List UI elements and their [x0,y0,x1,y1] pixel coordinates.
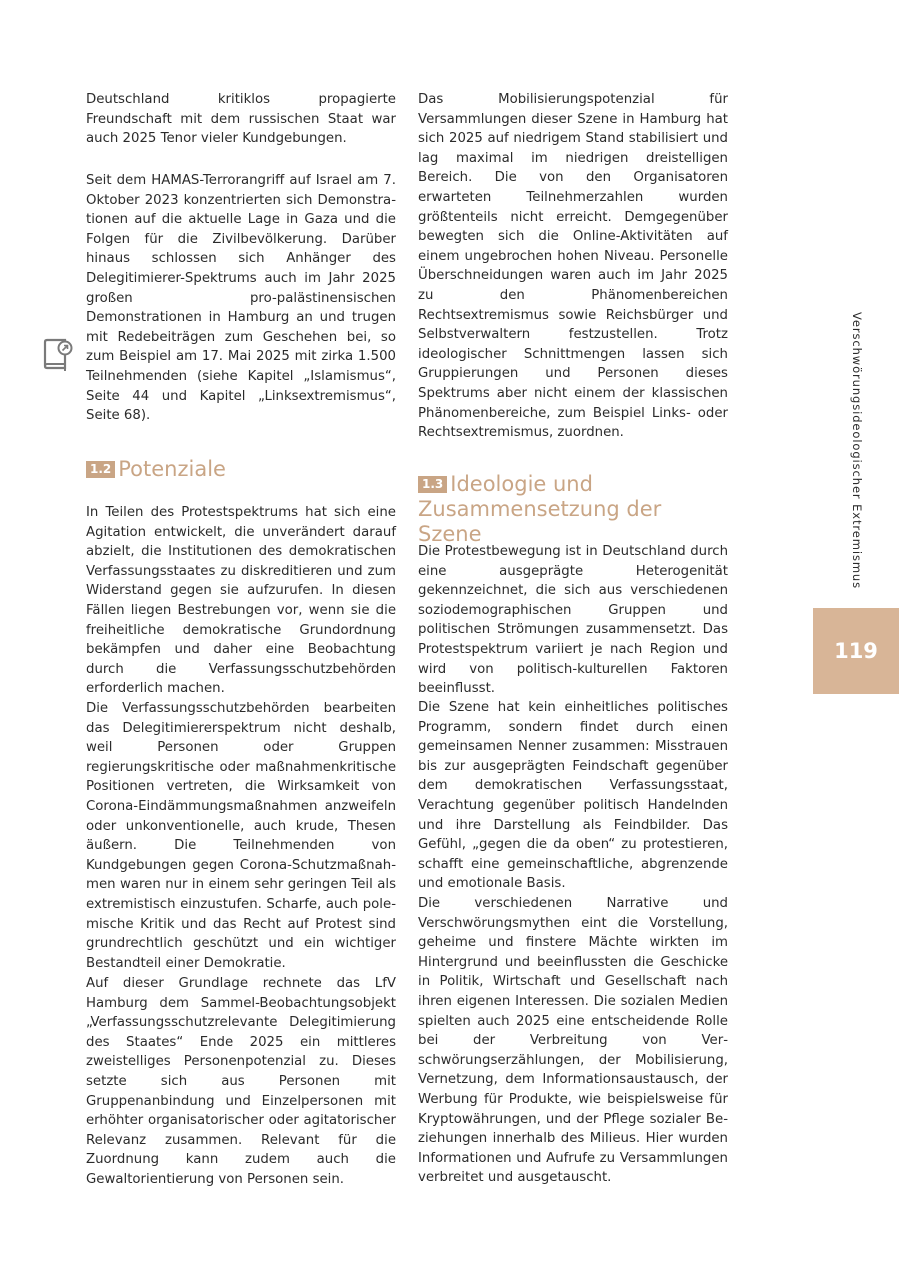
chapter-title-vertical: Verschwörungsideologischer Extremismus [850,312,864,590]
page-number-box [813,608,899,694]
section-title-line-2: Zusammensetzung der Szene [418,497,662,546]
left-paragraph-1: Deutschland kritiklos propagierte Freundschaft mit dem russischen Staat war auch 2025 Tenor vieler Kundgebungen. [86,92,396,147]
section-number-badge: 1.2 [86,461,115,478]
right-paragraph-3: Die Szene hat kein einheitliches politisches Programm, sondern findet durch einen gemeinsamen Nenner zusammen: Misstrauen bis zur ausgeprägten Feindschaft gegenüber dem demokratischen Verfassungsstaat, Verachtung gegenüber politisch Handelnden und ihre Darstellung als Feindbilder. Das Gefühl, „gegen die da oben“ zu protestieren, schafft eine gemeinschaftliche, abgrenzende und emotionale Basis. [418,700,728,892]
right-paragraph-4: Die verschiedenen Narrative und Verschwörungsmythen eint die Vorstellung, geheime und finstere Mächte wirkten im Hintergrund und beeinflussten die Geschicke in Politik, Wirtschaft und Gesellschaft nach ihren eigenen Interessen. Die sozialen Medien spielten auch 2025 eine entscheidende Rolle bei der Verbreitung von Verschwörungserzählungen, der Mobilisierung, Vernetzung, dem Informationsaustausch, der Werbung für Produkte, wie beispielsweise für Kryptowährungen, und der Pflege sozialer Beziehungen innerhalb des Milieus. Hier wurden Informationen und Aufrufe zu Versammlungen verbreitet und ausgetauscht. [418,896,728,1186]
book-link-icon [40,337,74,373]
right-paragraph-2: Die Protestbewegung ist in Deutschland durch eine ausgeprägte Heterogenität gekennzeichnet, die sich aus verschiedenen soziodemographischen Gruppen und politischen Strömungen zusammensetzt. Das Protestspektrum variiert je nach Region und wird von politisch-kulturellen Faktoren beeinflusst. [418,544,728,697]
left-paragraph-5: Auf dieser Grundlage rechnete das LfV Hamburg dem Sammel-Beobachtungsobjekt „Verfassungsschutzrelevante Delegitimierung des Staates“ Ende 2025 ein mittleres zweistelliges Personenpotenzial zu. Dieses setzte sich aus Personen mit Gruppenanbindung und Einzelpersonen mit erhöhter organisatorischer oder agitatorischer Relevanz zusammen. Relevant für die Zuordnung kann zudem auch die Gewaltorientierung von Personen sein. [86,976,396,1187]
section-title: Potenziale [118,457,226,481]
section-title-line-1: Ideologie und [450,472,593,496]
left-paragraph-2: Seit dem HAMAS-Terrorangriff auf Israel am 7. Oktober 2023 konzentrierten sich Demonstrationen auf die aktuelle Lage in Gaza und die Folgen für die Zivilbevölkerung. Darüber hinaus schlossen sich Anhänger des Delegitimierer-Spektrums auch im Jahr 2025 großen pro-palästinensischen Demonstrationen in Hamburg an und trugen mit Redebeiträgen zum Geschehen bei, so zum Beispiel am 17. Mai 2025 mit zirka 1.500 Teilnehmenden (siehe Kapitel „Islamismus“, Seite 44 und Kapitel „Linksextremismus“, Seite 68). [86,173,396,424]
left-paragraph-4: Die Verfassungsschutzbehörden bearbeiten das Delegitimiererspektrum nicht deshalb, weil Personen oder Gruppen regierungskritische oder maßnahmenkritische Positionen vertreten, die Wirksamkeit von Corona-Eindämmungsmaßnahmen anzweifeln oder unkonventionelle, auch krude, Thesen äußern. Die Teilnehmenden von Kundgebungen gegen Corona-Schutzmaßnahmen waren nur in einem sehr geringen Teil als extremistisch einzustufen. Scharfe, auch polemische Kritik und das Recht auf Protest sind grundrechtlich geschützt und ein wichtiger Bestandteil einer Demokratie. [86,701,396,971]
section-number-badge: 1.3 [418,476,447,493]
left-paragraph-3: In Teilen des Protestspektrums hat sich eine Agitation entwickelt, die unverändert darauf abzielt, die Institutionen des demokratischen Verfassungsstaates zu diskreditieren und zum Widerstand gegen sie aufzurufen. In diesen Fällen liegen Bestrebungen vor, wenn sie die freiheitliche demokratische Grundordnung bekämpfen und daher eine Beobachtung durch die Verfassungsschutzbehörden erforderlich machen. [86,505,396,697]
section-heading-potenziale [86,457,396,482]
right-paragraph-1: Das Mobilisierungspotenzial für Versammlungen dieser Szene in Hamburg hat sich 2025 auf niedrigem Stand stabilisiert und lag maximal im niedrigen dreistelligen Bereich. Die von den Organisatoren erwarteten Teilnehmerzahlen wurden größtenteils nicht erreicht. Demgegenüber bewegten sich die Online-Aktivitäten auf einem ungebrochen hohen Niveau. Personelle Überschneidungen waren auch im Jahr 2025 zu den Phänomenbereichen Rechtsextremismus sowie Reichsbürger und Selbstverwaltern festzustellen. Trotz ideologischer Schnittmengen lassen sich Gruppierungen und Personen dieses Spektrums aber nicht einem der klassischen Phänomenbereiche, zum Beispiel Links- oder Rechtsextremismus, zuordnen. [418,92,728,441]
page-number: 119 [834,639,878,663]
section-heading-ideologie [418,472,728,547]
